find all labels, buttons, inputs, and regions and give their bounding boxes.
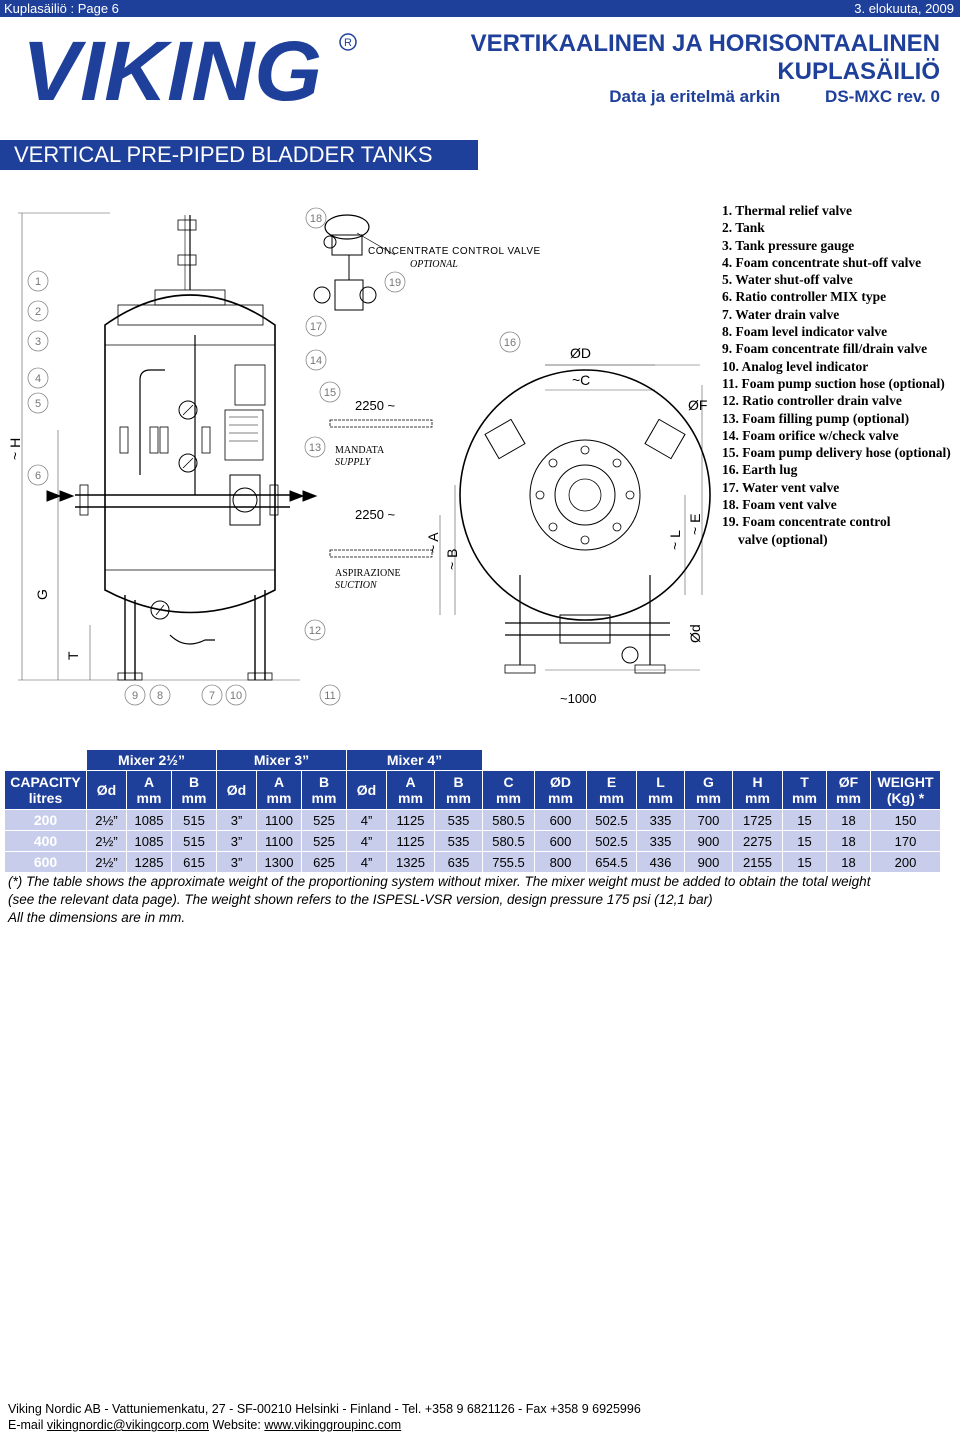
mixer-group-header: Mixer 2½” bbox=[87, 750, 217, 771]
table-cell: 1325 bbox=[387, 852, 435, 873]
table-cell: 525 bbox=[302, 831, 347, 852]
table-row bbox=[5, 852, 941, 873]
col-header-of: ØF mm bbox=[827, 771, 871, 810]
callout-19: 19 bbox=[388, 277, 402, 289]
table-cell: 15 bbox=[783, 831, 827, 852]
callout-4: 4 bbox=[34, 373, 42, 385]
legend-item: 15. Foam pump delivery hose (optional) bbox=[722, 445, 951, 461]
table-cell: 600 bbox=[535, 810, 587, 831]
table-cell: 4” bbox=[347, 810, 387, 831]
table-cell: 3” bbox=[217, 852, 257, 873]
table-cell: 535 bbox=[435, 831, 483, 852]
legend-item: 7. Water drain valve bbox=[722, 306, 840, 322]
note-line: (*) The table shows the approximate weight of the proportioning system without mixer. The mixer weight must be added to obtain the total weight bbox=[8, 874, 871, 889]
callout-9: 9 bbox=[131, 690, 139, 702]
callout-15: 15 bbox=[323, 387, 337, 399]
col-header-b: B mm bbox=[435, 771, 483, 810]
callout-14: 14 bbox=[309, 355, 323, 367]
row-capacity: 200 bbox=[5, 810, 87, 831]
callout-5: 5 bbox=[34, 398, 42, 410]
doc-ref: DS-MXC rev. 0 bbox=[825, 87, 940, 106]
legend-item: 8. Foam level indicator valve bbox=[722, 324, 888, 340]
table-cell: 755.5 bbox=[483, 852, 535, 873]
table-cell: 1085 bbox=[127, 831, 172, 852]
table-cell: 502.5 bbox=[587, 831, 637, 852]
legend-item: 13. Foam filling pump (optional) bbox=[722, 410, 910, 426]
legend-item: 9. Foam concentrate fill/drain valve bbox=[722, 341, 928, 357]
vertical-tank bbox=[47, 215, 316, 680]
email-link[interactable]: vikingnordic@vikingcorp.com bbox=[46, 1418, 209, 1432]
callout-18: 18 bbox=[309, 213, 323, 225]
section-banner: VERTICAL PRE-PIPED BLADDER TANKS bbox=[0, 140, 478, 170]
legend-item: 19. Foam concentrate control bbox=[722, 514, 891, 530]
callout-13: 13 bbox=[308, 442, 322, 454]
dim-e-label: ~ E bbox=[687, 513, 703, 535]
table-cell: 2275 bbox=[733, 831, 783, 852]
dim-2250-top: 2250 ~ bbox=[355, 398, 396, 413]
dim-b-label: ~ B bbox=[444, 548, 460, 570]
footer-address: Viking Nordic AB - Vattuniemenkatu, 27 - SF-00210 Helsinki - Finland - Tel. +358 9 6821126 - Fax +358 9 6925996 bbox=[8, 1402, 641, 1416]
col-header-od: Ød bbox=[217, 771, 257, 810]
date-label: 3. elokuuta, 2009 bbox=[854, 1, 954, 16]
note-line: All the dimensions are in mm. bbox=[8, 910, 186, 925]
table-cell: 600 bbox=[535, 831, 587, 852]
col-header-od-cap: ØD mm bbox=[535, 771, 587, 810]
table-cell: 3” bbox=[217, 810, 257, 831]
table-cell: 502.5 bbox=[587, 810, 637, 831]
legend-item: 6. Ratio controller MIX type bbox=[722, 289, 887, 305]
legend-item: 1. Thermal relief valve bbox=[722, 203, 852, 218]
callout-12: 12 bbox=[308, 625, 322, 637]
mixer-group-header: Mixer 4” bbox=[347, 750, 483, 771]
supply-label: SUPPLY bbox=[335, 457, 371, 468]
table-cell: 615 bbox=[172, 852, 217, 873]
document-title bbox=[460, 30, 940, 108]
legend-item: 14. Foam orifice w/check valve bbox=[722, 427, 899, 443]
table-notes bbox=[8, 873, 953, 927]
table-cell: 15 bbox=[783, 810, 827, 831]
table-cell: 1100 bbox=[257, 810, 302, 831]
callout-7: 7 bbox=[208, 690, 216, 702]
footer-contact bbox=[8, 1417, 953, 1433]
subtitle-text: Data ja eritelmä arkin bbox=[609, 87, 781, 106]
mixer-group-header: Mixer 3” bbox=[217, 750, 347, 771]
table-cell: 1125 bbox=[387, 810, 435, 831]
legend-item: 18. Foam vent valve bbox=[722, 497, 837, 513]
table-mixer-header bbox=[5, 750, 941, 771]
callouts bbox=[28, 208, 520, 705]
table-cell: 2155 bbox=[733, 852, 783, 873]
page-label: Kuplasäiliö : Page 6 bbox=[4, 1, 119, 16]
dim-c-label: ~C bbox=[572, 372, 591, 388]
table-row bbox=[5, 831, 941, 852]
table-cell: 515 bbox=[172, 810, 217, 831]
callout-6: 6 bbox=[34, 470, 42, 482]
table-cell: 18 bbox=[827, 831, 871, 852]
table-cell: 2½” bbox=[87, 810, 127, 831]
table-cell: 4” bbox=[347, 852, 387, 873]
dim-l-label: ~ L bbox=[667, 530, 683, 550]
col-header-a: A mm bbox=[387, 771, 435, 810]
dim-of-label: ØF bbox=[688, 397, 708, 413]
table-cell: 335 bbox=[637, 831, 685, 852]
table-cell: 1085 bbox=[127, 810, 172, 831]
table-row bbox=[5, 810, 941, 831]
table-cell: 654.5 bbox=[587, 852, 637, 873]
mandata-label: MANDATA bbox=[335, 445, 385, 456]
callout-17: 17 bbox=[309, 321, 323, 333]
legend-item: 16. Earth lug bbox=[722, 462, 798, 478]
table-cell: 15 bbox=[783, 852, 827, 873]
col-header-l: L mm bbox=[637, 771, 685, 810]
dim-1000-label: ~1000 bbox=[560, 691, 597, 706]
legend-item: 11. Foam pump suction hose (optional) bbox=[722, 375, 945, 391]
table-cell: 2½” bbox=[87, 852, 127, 873]
callout-2: 2 bbox=[34, 306, 42, 318]
table-column-header bbox=[5, 771, 941, 810]
table-cell: 635 bbox=[435, 852, 483, 873]
table-cell: 3” bbox=[217, 831, 257, 852]
col-header-od: Ød bbox=[347, 771, 387, 810]
capacity-header bbox=[5, 771, 87, 810]
callout-16: 16 bbox=[503, 337, 517, 349]
table-cell: 625 bbox=[302, 852, 347, 873]
legend-item: 12. Ratio controller drain valve bbox=[722, 393, 902, 409]
top-bar bbox=[0, 0, 960, 17]
registered-mark: R bbox=[344, 37, 352, 49]
col-header-a: A mm bbox=[257, 771, 302, 810]
col-header-g: G mm bbox=[685, 771, 733, 810]
legend-item: 5. Water shut-off valve bbox=[722, 272, 853, 288]
table-cell: 2½” bbox=[87, 831, 127, 852]
dim-2250-bottom: 2250 ~ bbox=[355, 507, 396, 522]
dim-t-label: T bbox=[65, 651, 81, 660]
table-cell: 900 bbox=[685, 852, 733, 873]
table-cell: 580.5 bbox=[483, 831, 535, 852]
website-link[interactable]: www.vikinggroupinc.com bbox=[264, 1418, 402, 1432]
dim-h-label: ~ H bbox=[7, 437, 23, 460]
technical-drawing bbox=[0, 195, 715, 715]
legend-item: 3. Tank pressure gauge bbox=[722, 237, 855, 253]
parts-legend bbox=[722, 202, 958, 548]
table-cell: 1125 bbox=[387, 831, 435, 852]
suction-label: SUCTION bbox=[335, 580, 377, 591]
table-cell: 900 bbox=[685, 831, 733, 852]
row-capacity: 600 bbox=[5, 852, 87, 873]
table-cell: 800 bbox=[535, 852, 587, 873]
callout-8: 8 bbox=[156, 690, 164, 702]
email-label: E-mail bbox=[8, 1418, 44, 1432]
title-line-1: VERTIKAALINEN JA HORISONTAALINEN bbox=[470, 30, 940, 57]
note-line: (see the relevant data page). The weight shown refers to the ISPESL-VSR version, design pressure 175 psi (12,1 bar) bbox=[8, 892, 713, 907]
page-footer bbox=[8, 1401, 953, 1433]
table-cell: 150 bbox=[871, 810, 941, 831]
dim-a-label: ~ A bbox=[425, 532, 441, 553]
table-cell: 1100 bbox=[257, 831, 302, 852]
table-cell: 18 bbox=[827, 810, 871, 831]
legend-item: 10. Analog level indicator bbox=[722, 358, 869, 374]
callout-1: 1 bbox=[34, 276, 42, 288]
table-cell: 1725 bbox=[733, 810, 783, 831]
legend-item: 4. Foam concentrate shut-off valve bbox=[722, 254, 922, 270]
control-valve-label: CONCENTRATE CONTROL VALVE bbox=[368, 246, 541, 257]
table-cell: 1300 bbox=[257, 852, 302, 873]
table-cell: 170 bbox=[871, 831, 941, 852]
table-cell: 580.5 bbox=[483, 810, 535, 831]
hoses bbox=[330, 420, 432, 557]
col-header-h: H mm bbox=[733, 771, 783, 810]
table-cell: 4” bbox=[347, 831, 387, 852]
aspirazione-label: ASPIRAZIONE bbox=[335, 568, 401, 579]
col-header-t: T mm bbox=[783, 771, 827, 810]
table-cell: 200 bbox=[871, 852, 941, 873]
legend-item: 2. Tank bbox=[722, 220, 765, 236]
callout-3: 3 bbox=[34, 336, 42, 348]
table-cell: 18 bbox=[827, 852, 871, 873]
table-cell: 515 bbox=[172, 831, 217, 852]
callout-11: 11 bbox=[324, 690, 336, 702]
title-line-2: KUPLASÄILIÖ bbox=[777, 58, 940, 85]
table-cell: 1285 bbox=[127, 852, 172, 873]
table-cell: 700 bbox=[685, 810, 733, 831]
dim-od-small-label: Ød bbox=[687, 624, 703, 643]
col-header-a: A mm bbox=[127, 771, 172, 810]
col-header-c: C mm bbox=[483, 771, 535, 810]
drawing-labels bbox=[7, 246, 707, 706]
row-capacity: 400 bbox=[5, 831, 87, 852]
table-cell: 535 bbox=[435, 810, 483, 831]
col-header-od: Ød bbox=[87, 771, 127, 810]
table-cell: 525 bbox=[302, 810, 347, 831]
title-subtitle bbox=[460, 86, 940, 108]
logo-text: VIKING bbox=[22, 28, 322, 118]
dim-od-label: ØD bbox=[570, 345, 591, 361]
dim-g-label: G bbox=[34, 589, 50, 600]
control-valve-optional: OPTIONAL bbox=[410, 259, 458, 270]
website-label: Website: bbox=[212, 1418, 261, 1432]
horizontal-tank bbox=[460, 370, 710, 673]
table-cell: 335 bbox=[637, 810, 685, 831]
specs-table bbox=[4, 749, 941, 873]
legend-item: valve (optional) bbox=[738, 531, 828, 547]
col-header-e: E mm bbox=[587, 771, 637, 810]
table-cell: 436 bbox=[637, 852, 685, 873]
capacity-label: CAPACITY bbox=[10, 774, 81, 790]
col-header-b: B mm bbox=[302, 771, 347, 810]
col-header-weight: WEIGHT (Kg) * bbox=[871, 771, 941, 810]
control-valve bbox=[314, 215, 395, 310]
viking-logo bbox=[22, 28, 362, 118]
col-header-b: B mm bbox=[172, 771, 217, 810]
callout-10: 10 bbox=[229, 690, 243, 702]
legend-item: 17. Water vent valve bbox=[722, 479, 840, 495]
capacity-unit: litres bbox=[28, 790, 63, 806]
